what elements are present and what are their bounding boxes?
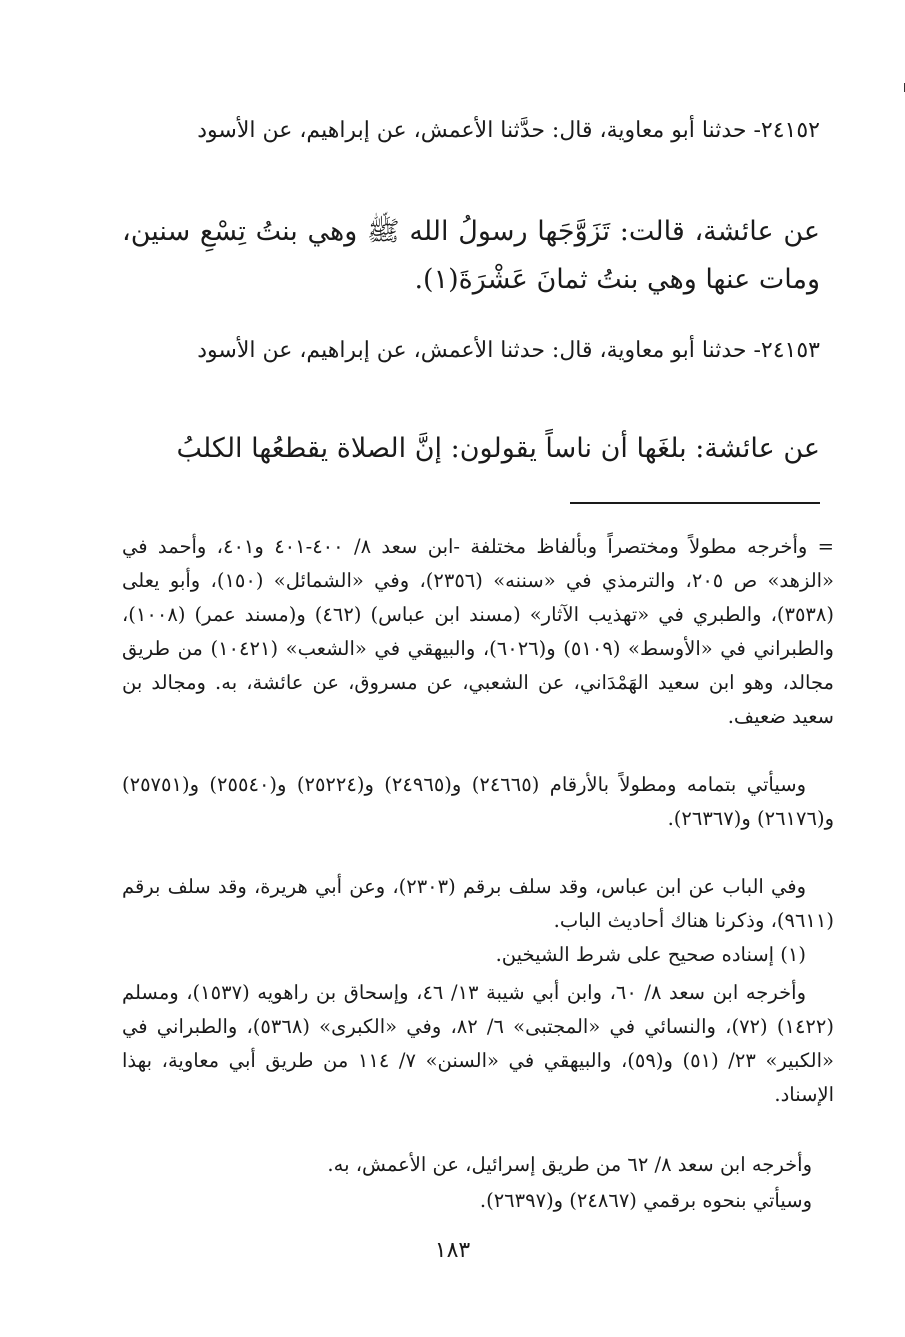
footnote-later-narrations: وسيأتي بتمامه ومطولاً بالأرقام (٢٤٦٦٥) و(٢٤٩٦٥) و(٢٥٢٢٤) و(٢٥٥٤٠) و(٢٥٧٥١) و(٢٦١٧٦) و(٢٦٣٦٧). xyxy=(122,773,834,830)
page-number: ١٨٣ xyxy=(434,1238,471,1263)
footnote-separator xyxy=(570,502,820,504)
footnote-1-later: وسيأتي بنحوه برقمي (٢٤٨٦٧) و(٢٦٣٩٧). xyxy=(479,1189,812,1212)
footnote-1-sources: وأخرجه ابن سعد ٨/ ٦٠، وابن أبي شيبة ١٣/ ٤٦، وإسحاق بن راهويه (١٥٣٧)، ومسلم (١٤٢٢) (٧٢)، والنسائي في «المجتبى» ٦/ ٨٢، وفي «الكبرى» (٥٣٦٨)، والطبراني في «الكبير» ٢٣/ (٥١) و(٥٩)، والبيهقي في «السنن» ٧/ ١١٤ من طريق أبي معاوية، بهذا الإسناد. xyxy=(122,981,834,1106)
footnote-continuation: = وأخرجه مطولاً ومختصراً وبألفاظ مختلفة -ابن سعد ٨/ ٤٠٠-٤٠١ و٤٠١، وأحمد في «الزهد» ص ٢٠٥، والترمذي في «سننه» (٢٣٥٦)، وفي «الشمائل» (١٥٠)، وأبو يعلى (٣٥٣٨)، والطبري في «تهذيب الآثار» (مسند ابن عباس) (٤٦٢) و(مسند عمر) (١٠٠٨)، والطبراني في «الأوسط» (٥١٠٩) و(٦٠٢٦)، والبيهقي في «الشعب» (١٠٤٢١) من طريق مجالد، وهو ابن سعيد الهَمْدَاني، عن الشعبي، عن مسروق، عن عائشة، به. ومجالد بن سعيد ضعيف. xyxy=(122,535,834,728)
footnote-1-grading: (١) إسناده صحيح على شرط الشيخين. xyxy=(495,943,806,966)
hadith-24153-chain: ٢٤١٥٣- حدثنا أبو معاوية، قال: حدثنا الأعمش، عن إبراهيم، عن الأسود xyxy=(197,338,820,363)
footnote-1-other-route: وأخرجه ابن سعد ٨/ ٦٢ من طريق إسرائيل، عن الأعمش، به. xyxy=(327,1153,812,1176)
hadith-24152-chain: ٢٤١٥٢- حدثنا أبو معاوية، قال: حدَّثنا الأعمش، عن إبراهيم، عن الأسود xyxy=(197,118,820,143)
hadith-24153-matn: عن عائشة: بلغَها أن ناساً يقولون: إنَّ الصلاة يقطعُها الكلبُ xyxy=(176,433,820,464)
footnote-related-chapter: وفي الباب عن ابن عباس، وقد سلف برقم (٢٣٠٣)، وعن أبي هريرة، وقد سلف برقم (٩٦١١)، وذكرنا هناك أحاديث الباب. xyxy=(122,875,834,932)
hadith-24152-matn: عن عائشة، قالت: تَزَوَّجَها رسولُ الله ﷺ وهي بنتُ تِسْعِ سنين، ومات عنها وهي بنتُ ثمانَ عَشْرَةَ(١). xyxy=(122,216,820,295)
